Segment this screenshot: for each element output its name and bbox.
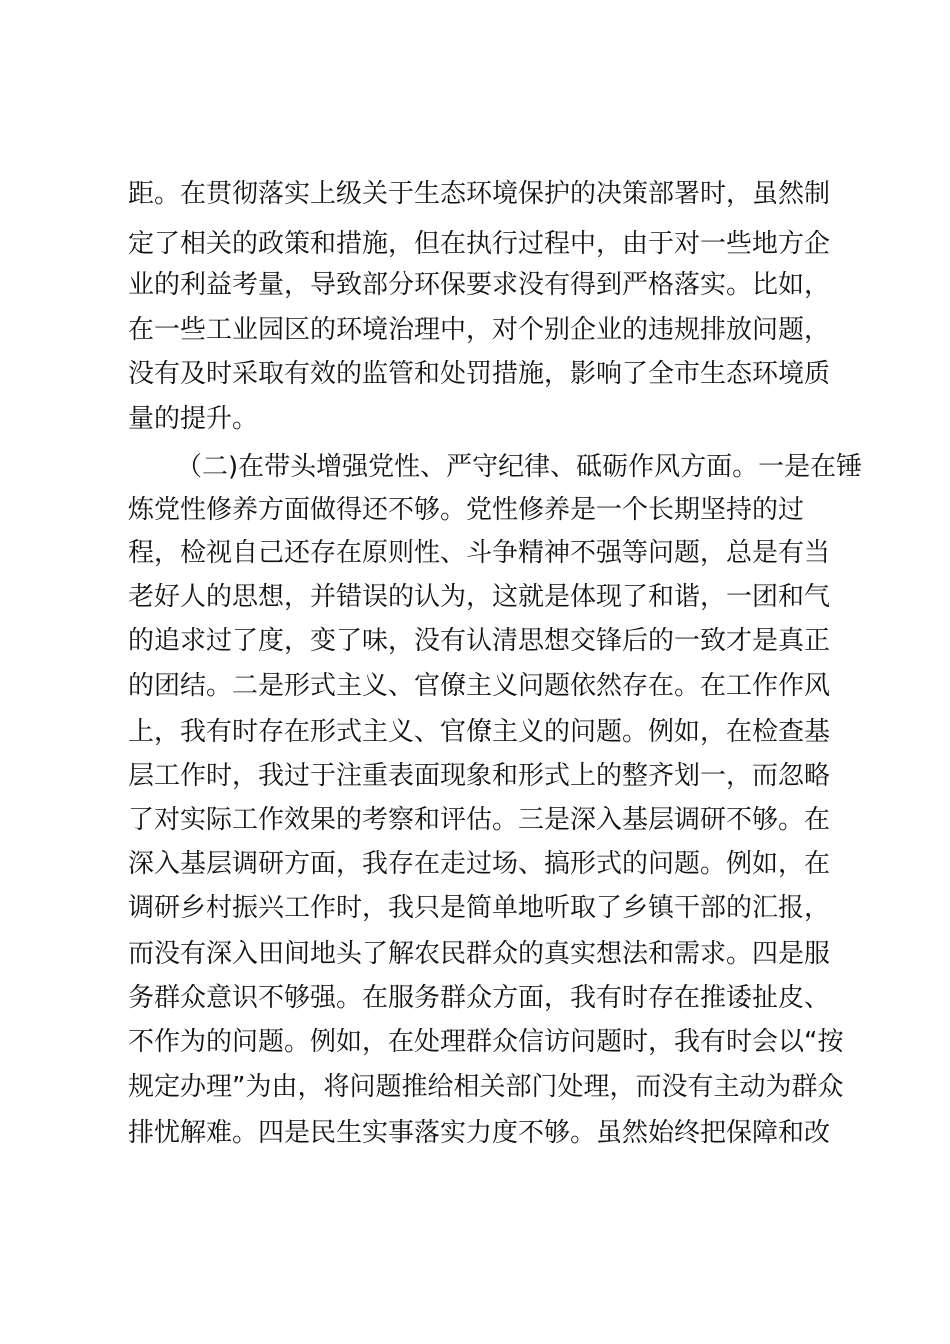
text-line: 不作为的问题。例如，在处理群众信访问题时，我有时会以“按 bbox=[128, 1027, 844, 1057]
text-line: 业的利益考量，导致部分环保要求没有得到严格落实。比如， bbox=[128, 270, 831, 300]
text-line: 务群众意识不够强。在服务群众方面，我有时存在推诿扯皮、 bbox=[128, 983, 831, 1013]
text-line: 上，我有时存在形式主义、官僚主义的问题。例如，在检查基 bbox=[128, 717, 831, 747]
text-line: 层工作时，我过于注重表面现象和形式上的整齐划一，而忽略 bbox=[128, 761, 831, 791]
text-line: 了对实际工作效果的考察和评估。三是深入基层调研不够。在 bbox=[128, 805, 831, 835]
section-heading-line: （二)在带头增强党性、严守纪律、砥砺作风方面。一是在锤 bbox=[176, 452, 863, 482]
text-line: 老好人的思想，并错误的认为，这就是体现了和谐，一团和气 bbox=[128, 582, 831, 612]
text-line: 而没有深入田间地头了解农民群众的真实想法和需求。四是服 bbox=[128, 939, 831, 969]
text-line: 炼党性修养方面做得还不够。党性修养是一个长期坚持的过 bbox=[128, 495, 805, 525]
text-line: 距。在贯彻落实上级关于生态环境保护的决策部署时，虽然制 bbox=[128, 179, 831, 209]
text-line: 的追求过了度，变了味，没有认清思想交锋后的一致才是真正 bbox=[128, 626, 831, 656]
text-line: 深入基层调研方面，我存在走过场、搞形式的问题。例如，在 bbox=[128, 849, 831, 879]
text-line: 定了相关的政策和措施，但在执行过程中，由于对一些地方企 bbox=[128, 229, 831, 259]
text-line: 的团结。二是形式主义、官僚主义问题依然存在。在工作作风 bbox=[128, 671, 831, 701]
text-line: 没有及时采取有效的监管和处罚措施，影响了全市生态环境质 bbox=[128, 359, 831, 389]
text-line: 程，检视自己还存在原则性、斗争精神不强等问题，总是有当 bbox=[128, 538, 831, 568]
text-line: 规定办理”为由，将问题推给相关部门处理，而没有主动为群众 bbox=[128, 1072, 844, 1102]
text-line: 量的提升。 bbox=[128, 404, 259, 434]
text-line: 在一些工业园区的环境治理中，对个别企业的违规排放问题， bbox=[128, 315, 831, 345]
text-line: 排忧解难。四是民生实事落实力度不够。虽然始终把保障和改 bbox=[128, 1118, 831, 1148]
text-line: 调研乡村振兴工作时，我只是简单地听取了乡镇干部的汇报， bbox=[128, 893, 831, 923]
